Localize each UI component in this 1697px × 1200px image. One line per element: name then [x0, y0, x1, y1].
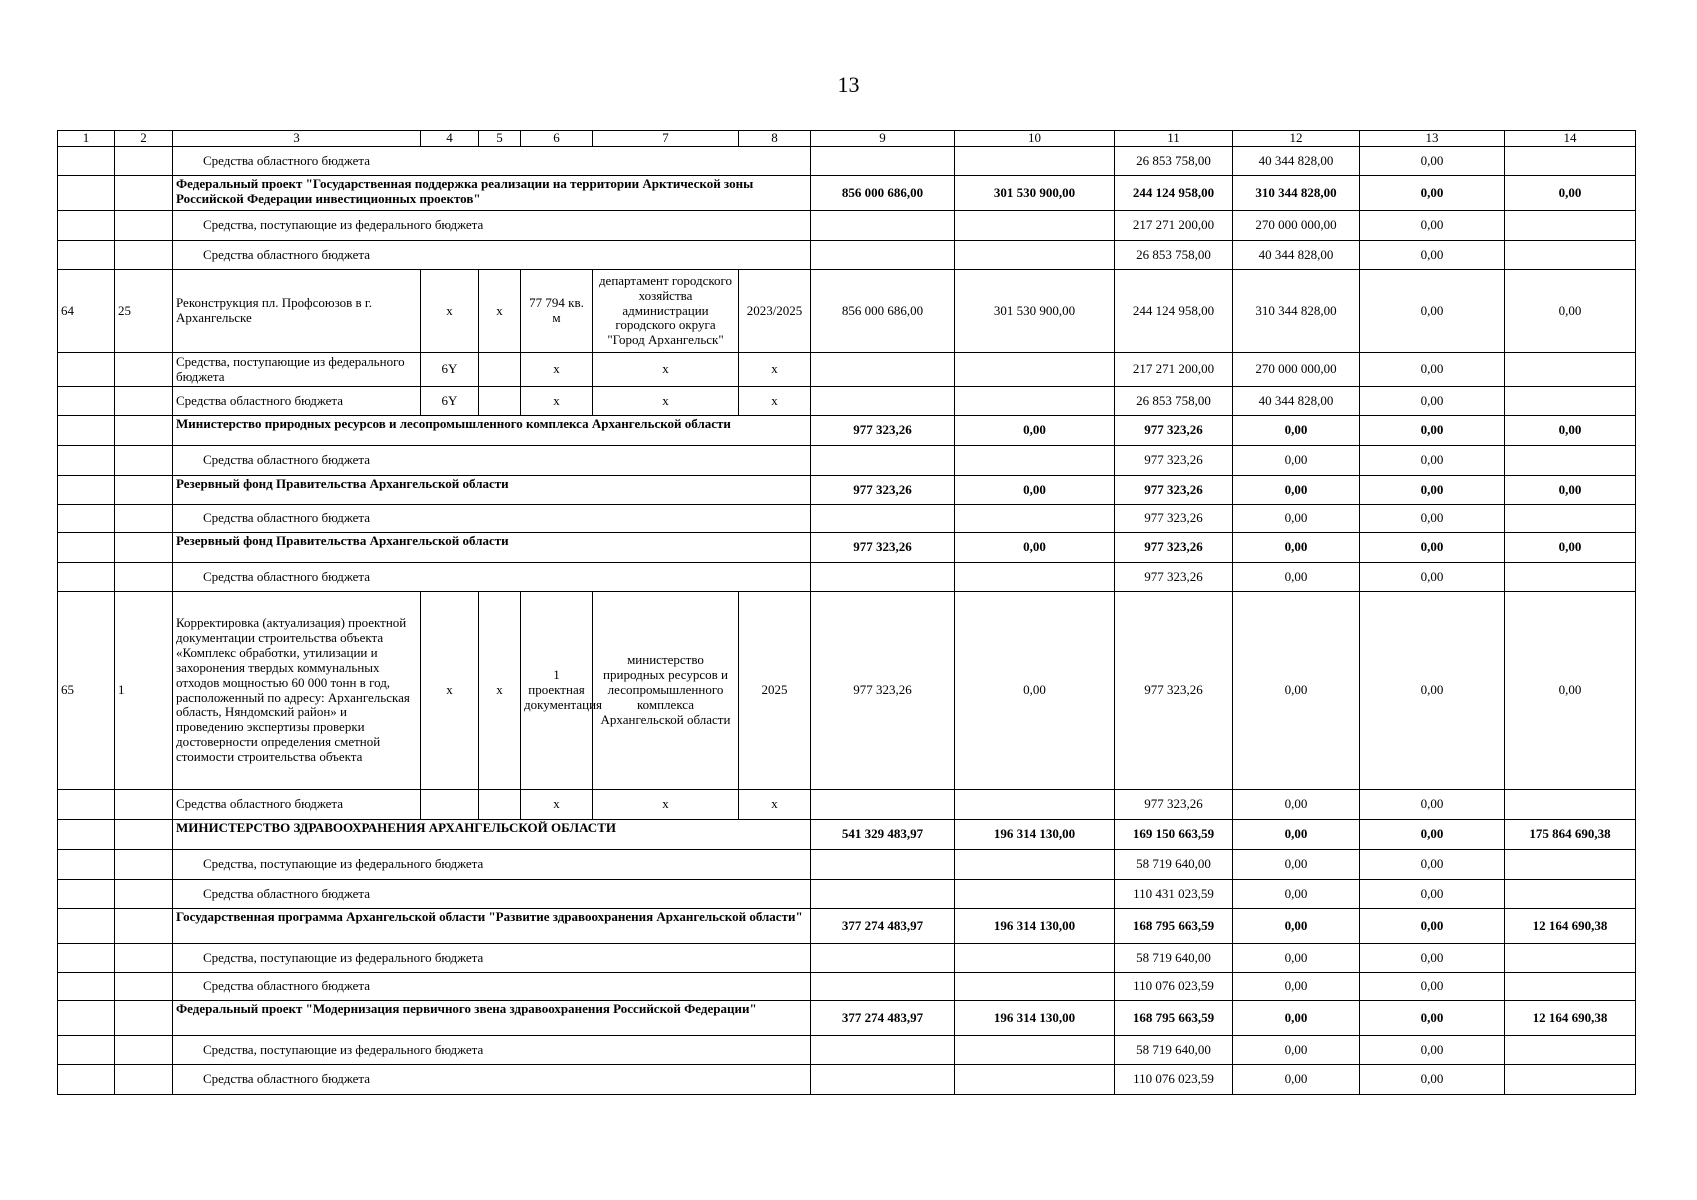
table-row [58, 147, 1636, 176]
table-row [58, 446, 1636, 476]
cell-col12: 0,00 [1233, 909, 1360, 944]
cell-col10: 196 314 130,00 [955, 820, 1115, 850]
cell-col12: 0,00 [1233, 850, 1360, 880]
cell-col13: 0,00 [1360, 592, 1505, 790]
object-number: 1 [115, 592, 173, 790]
cell-col13: 0,00 [1360, 1001, 1505, 1036]
cell-col10: 196 314 130,00 [955, 909, 1115, 944]
table-row [58, 973, 1636, 1001]
cell-col13: 0,00 [1360, 909, 1505, 944]
cell-col4: 6Y [421, 353, 479, 387]
column-numbers-row [58, 131, 1636, 147]
cell-col8: x [739, 353, 811, 387]
cell-col4: x [421, 592, 479, 790]
cell-col14: 0,00 [1505, 176, 1636, 211]
row-label: Средства, поступающие из федерального бюджета [173, 353, 421, 387]
row-label: Средства областного бюджета [173, 387, 421, 416]
cell-col13: 0,00 [1360, 241, 1505, 270]
row-label: Средства областного бюджета [173, 446, 811, 476]
table-row [58, 387, 1636, 416]
row-label: Средства областного бюджета [173, 563, 811, 592]
cell-col10: 0,00 [955, 476, 1115, 505]
cell-col13: 0,00 [1360, 533, 1505, 563]
cell-col13: 0,00 [1360, 820, 1505, 850]
responsible-agency: министерство природных ресурсов и лесопромышленного комплекса Архангельской области [593, 592, 739, 790]
cell-col11: 977 323,26 [1115, 505, 1233, 533]
cell-col4: x [421, 270, 479, 353]
cell-col11: 26 853 758,00 [1115, 241, 1233, 270]
cell-col5: x [479, 270, 521, 353]
row-label: Средства, поступающие из федерального бюджета [173, 944, 811, 973]
cell-col9: 377 274 483,97 [811, 909, 955, 944]
cell-col12: 0,00 [1233, 880, 1360, 909]
section-title: Федеральный проект "Модернизация первичного звена здравоохранения Российской Федерации" [173, 1001, 811, 1036]
col-number: 11 [1115, 131, 1233, 147]
cell-col5: x [479, 592, 521, 790]
section-title: Федеральный проект "Государственная поддержка реализации на территории Арктической зоны Российской Федерации инвестиционных проектов" [173, 176, 811, 211]
cell-col12: 0,00 [1233, 592, 1360, 790]
cell-col11: 217 271 200,00 [1115, 353, 1233, 387]
cell-col12: 0,00 [1233, 1065, 1360, 1095]
col-number: 8 [739, 131, 811, 147]
cell-col12: 0,00 [1233, 1036, 1360, 1065]
cell-col13: 0,00 [1360, 476, 1505, 505]
col-number: 4 [421, 131, 479, 147]
cell-col11: 977 323,26 [1115, 446, 1233, 476]
cell-col12: 40 344 828,00 [1233, 241, 1360, 270]
table-row [58, 850, 1636, 880]
row-label: Средства областного бюджета [173, 1065, 811, 1095]
cell-col14: 0,00 [1505, 592, 1636, 790]
cell-col13: 0,00 [1360, 505, 1505, 533]
object-number: 25 [115, 270, 173, 353]
cell-col12: 310 344 828,00 [1233, 176, 1360, 211]
cell-col11: 110 431 023,59 [1115, 880, 1233, 909]
cell-col11: 977 323,26 [1115, 563, 1233, 592]
cell-col14: 12 164 690,38 [1505, 1001, 1636, 1036]
table-row [58, 944, 1636, 973]
row-label: Средства областного бюджета [173, 241, 811, 270]
cell-col14: 175 864 690,38 [1505, 820, 1636, 850]
budget-table [57, 130, 1636, 1095]
cell-col12: 0,00 [1233, 446, 1360, 476]
cell-col11: 977 323,26 [1115, 592, 1233, 790]
cell-col13: 0,00 [1360, 176, 1505, 211]
cell-col12: 40 344 828,00 [1233, 387, 1360, 416]
cell-col12: 40 344 828,00 [1233, 147, 1360, 176]
cell-col11: 168 795 663,59 [1115, 1001, 1233, 1036]
cell-col10: 0,00 [955, 533, 1115, 563]
cell-col13: 0,00 [1360, 880, 1505, 909]
col-number: 10 [955, 131, 1115, 147]
cell-col6: x [521, 790, 593, 820]
cell-col14: 12 164 690,38 [1505, 909, 1636, 944]
cell-col10: 301 530 900,00 [955, 270, 1115, 353]
cell-col11: 169 150 663,59 [1115, 820, 1233, 850]
cell-col11: 58 719 640,00 [1115, 944, 1233, 973]
cell-col12: 0,00 [1233, 1001, 1360, 1036]
cell-col12: 0,00 [1233, 790, 1360, 820]
period: 2025 [739, 592, 811, 790]
cell-col9: 977 323,26 [811, 416, 955, 446]
col-number: 3 [173, 131, 421, 147]
cell-col12: 0,00 [1233, 973, 1360, 1001]
col-number: 5 [479, 131, 521, 147]
cell-col14: 0,00 [1505, 476, 1636, 505]
cell-col14: 0,00 [1505, 270, 1636, 353]
cell-col9: 856 000 686,00 [811, 270, 955, 353]
cell-col8: x [739, 387, 811, 416]
row-label: Средства, поступающие из федерального бюджета [173, 850, 811, 880]
table-row [58, 476, 1636, 505]
cell-col11: 110 076 023,59 [1115, 973, 1233, 1001]
cell-col9: 541 329 483,97 [811, 820, 955, 850]
table-row [58, 790, 1636, 820]
page-number: 13 [837, 72, 860, 97]
row-label: Средства областного бюджета [173, 880, 811, 909]
row-number: 65 [58, 592, 115, 790]
cell-col8: x [739, 790, 811, 820]
cell-col14: 0,00 [1505, 416, 1636, 446]
cell-col13: 0,00 [1360, 973, 1505, 1001]
row-label: Средства областного бюджета [173, 147, 811, 176]
capacity: 77 794 кв. м [521, 270, 593, 353]
table-row [58, 533, 1636, 563]
cell-col11: 58 719 640,00 [1115, 850, 1233, 880]
col-number: 7 [593, 131, 739, 147]
cell-col10: 0,00 [955, 416, 1115, 446]
table-row [58, 416, 1636, 446]
cell-col13: 0,00 [1360, 1036, 1505, 1065]
cell-col6: x [521, 387, 593, 416]
table-row [58, 1001, 1636, 1036]
cell-col13: 0,00 [1360, 790, 1505, 820]
cell-col11: 977 323,26 [1115, 416, 1233, 446]
cell-col7: x [593, 353, 739, 387]
cell-col11: 244 124 958,00 [1115, 270, 1233, 353]
cell-col12: 0,00 [1233, 563, 1360, 592]
col-number: 1 [58, 131, 115, 147]
cell-col13: 0,00 [1360, 446, 1505, 476]
cell-col14: 0,00 [1505, 533, 1636, 563]
cell-col11: 244 124 958,00 [1115, 176, 1233, 211]
cell-col13: 0,00 [1360, 387, 1505, 416]
table-row [58, 505, 1636, 533]
capacity: 1 проектная документация [521, 592, 593, 790]
period: 2023/2025 [739, 270, 811, 353]
col-number: 6 [521, 131, 593, 147]
cell-col13: 0,00 [1360, 353, 1505, 387]
table-row [58, 563, 1636, 592]
cell-col11: 217 271 200,00 [1115, 211, 1233, 241]
cell-col13: 0,00 [1360, 850, 1505, 880]
cell-col12: 0,00 [1233, 944, 1360, 973]
table-row [58, 1065, 1636, 1095]
table-row [58, 353, 1636, 387]
table-row [58, 270, 1636, 353]
row-label: Средства областного бюджета [173, 790, 421, 820]
cell-col11: 26 853 758,00 [1115, 387, 1233, 416]
section-title: МИНИСТЕРСТВО ЗДРАВООХРАНЕНИЯ АРХАНГЕЛЬСКОЙ ОБЛАСТИ [173, 820, 811, 850]
object-name: Корректировка (актуализация) проектной документации строительства объекта «Комплекс обработки, утилизации и захоронения твердых коммунальных отходов мощностью 60 000 тонн в год, расположенный по адресу: Архангельская область, Няндомский район» и проведению экспертизы проверки достоверности определения сметной стоимости строительства объекта [173, 592, 421, 790]
cell-col12: 0,00 [1233, 476, 1360, 505]
section-title: Государственная программа Архангельской области "Развитие здравоохранения Архангельской области" [173, 909, 811, 944]
col-number: 2 [115, 131, 173, 147]
cell-col11: 110 076 023,59 [1115, 1065, 1233, 1095]
cell-col12: 0,00 [1233, 820, 1360, 850]
cell-col10: 0,00 [955, 592, 1115, 790]
cell-col12: 310 344 828,00 [1233, 270, 1360, 353]
col-number: 9 [811, 131, 955, 147]
table-row [58, 1036, 1636, 1065]
cell-col11: 58 719 640,00 [1115, 1036, 1233, 1065]
cell-col13: 0,00 [1360, 944, 1505, 973]
cell-col11: 26 853 758,00 [1115, 147, 1233, 176]
cell-col12: 0,00 [1233, 416, 1360, 446]
table-row [58, 176, 1636, 211]
cell-col12: 270 000 000,00 [1233, 353, 1360, 387]
cell-col13: 0,00 [1360, 563, 1505, 592]
cell-col13: 0,00 [1360, 1065, 1505, 1095]
section-title: Министерство природных ресурсов и лесопромышленного комплекса Архангельской области [173, 416, 811, 446]
cell-col10: 196 314 130,00 [955, 1001, 1115, 1036]
cell-col13: 0,00 [1360, 211, 1505, 241]
cell-col12: 270 000 000,00 [1233, 211, 1360, 241]
cell-col9: 977 323,26 [811, 476, 955, 505]
table-row [58, 880, 1636, 909]
section-title: Резервный фонд Правительства Архангельской области [173, 533, 811, 563]
row-label: Средства, поступающие из федерального бюджета [173, 1036, 811, 1065]
cell-col12: 0,00 [1233, 505, 1360, 533]
cell-col12: 0,00 [1233, 533, 1360, 563]
cell-col7: x [593, 387, 739, 416]
cell-col9: 977 323,26 [811, 592, 955, 790]
cell-col10: 301 530 900,00 [955, 176, 1115, 211]
cell-col11: 977 323,26 [1115, 533, 1233, 563]
cell-col6: x [521, 353, 593, 387]
row-label: Средства областного бюджета [173, 505, 811, 533]
col-number: 13 [1360, 131, 1505, 147]
section-title: Резервный фонд Правительства Архангельской области [173, 476, 811, 505]
cell-col11: 977 323,26 [1115, 476, 1233, 505]
table-row [58, 241, 1636, 270]
col-number: 14 [1505, 131, 1636, 147]
cell-col9: 856 000 686,00 [811, 176, 955, 211]
cell-col11: 168 795 663,59 [1115, 909, 1233, 944]
cell-col13: 0,00 [1360, 270, 1505, 353]
table-row [58, 211, 1636, 241]
row-label: Средства, поступающие из федерального бюджета [173, 211, 811, 241]
object-name: Реконструкция пл. Профсоюзов в г. Архангельске [173, 270, 421, 353]
cell-col11: 977 323,26 [1115, 790, 1233, 820]
table-row [58, 909, 1636, 944]
cell-col9: 977 323,26 [811, 533, 955, 563]
cell-col13: 0,00 [1360, 416, 1505, 446]
row-number: 64 [58, 270, 115, 353]
cell-col7: x [593, 790, 739, 820]
table-row [58, 820, 1636, 850]
table-row [58, 592, 1636, 790]
row-label: Средства областного бюджета [173, 973, 811, 1001]
cell-col4: 6Y [421, 387, 479, 416]
responsible-agency: департамент городского хозяйства администрации городского округа "Город Архангельск" [593, 270, 739, 353]
cell-col9: 377 274 483,97 [811, 1001, 955, 1036]
cell-col13: 0,00 [1360, 147, 1505, 176]
col-number: 12 [1233, 131, 1360, 147]
